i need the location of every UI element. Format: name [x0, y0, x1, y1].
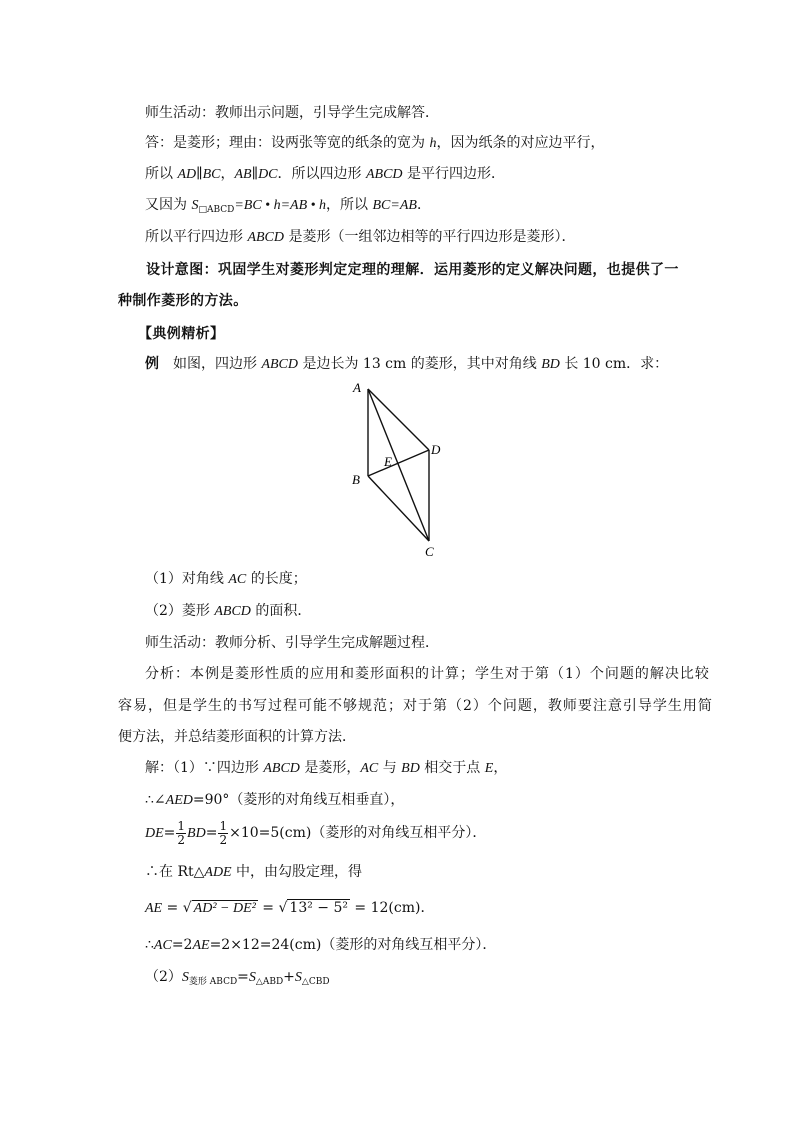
question-1: [145, 569, 307, 590]
vertex-label-c: C: [425, 544, 434, 559]
text: ，: [493, 760, 508, 776]
text: 的长度；: [246, 571, 307, 587]
var: BD: [187, 826, 206, 841]
var: AE: [192, 938, 210, 953]
radicand: 13² − 5²: [289, 900, 348, 916]
var: DC: [258, 167, 278, 182]
subscript: △CBD: [301, 977, 330, 987]
text: 是菱形，: [299, 760, 361, 776]
text: ∴在 Rt△: [145, 864, 205, 880]
text: =: [163, 825, 176, 841]
var: AC: [360, 761, 379, 776]
var: AE: [145, 901, 163, 916]
var: ABCD: [261, 357, 299, 372]
text: = √: [162, 900, 192, 916]
text: 师生活动：教师分析、引导学生完成解题过程．: [145, 635, 439, 651]
text: 容易，但是学生的书写过程可能不够规范；对于第（2）个问题，教师要注意引导学生用简: [118, 698, 713, 714]
text: =: [237, 969, 249, 985]
fraction-one-half: [218, 820, 228, 847]
var: h: [429, 136, 437, 151]
var: DE: [145, 826, 164, 841]
side-bc: [368, 476, 429, 541]
var: E: [484, 761, 494, 776]
vertex-label-a: A: [353, 380, 361, 395]
solution-line1: [145, 758, 507, 779]
solution-line6: [145, 935, 496, 956]
denominator: 2: [219, 832, 228, 847]
text: 设计意图：巩固学生对菱形判定定理的理解．运用菱形的定义解决问题，也提供了一: [146, 262, 679, 278]
paragraph-area: [145, 195, 431, 220]
text: 所以平行四边形: [145, 229, 248, 245]
subscript: 菱形 ABCD: [188, 977, 238, 987]
var: S: [181, 970, 189, 985]
text: （2）菱形: [145, 603, 215, 619]
var: ADE: [204, 865, 232, 880]
text: ．所以四边形: [277, 166, 366, 182]
text: 中，由勾股定理，得: [231, 864, 363, 880]
paragraph-activity: [145, 103, 439, 123]
text: 是平行四边形．: [402, 166, 505, 182]
var: ABCD: [365, 167, 403, 182]
text: 种制作菱形的方法。: [118, 293, 248, 309]
paragraph-parallel: 所以 AD∥BC，AB∥DC．所以四边形 ABCD 是平行四边形．: [145, 166, 505, 182]
text: 的面积．: [250, 603, 312, 619]
subscript: △ABD: [255, 977, 284, 987]
formula: BC=AB: [372, 198, 417, 213]
text: （2）: [145, 969, 182, 985]
text: （1）对角线: [145, 571, 229, 587]
text: +: [283, 969, 295, 985]
diagonal-ac: [368, 389, 429, 541]
text: 解：（1）∵四边形: [145, 760, 264, 776]
numerator: 1: [177, 818, 186, 833]
text: 长 10 cm．求：: [559, 356, 669, 372]
var: AC: [153, 938, 172, 953]
rhombus-figure: [345, 378, 445, 560]
text: 与: [378, 760, 402, 776]
text: ，: [220, 166, 235, 182]
point-label-e: E: [384, 454, 392, 469]
numerator: 1: [219, 818, 228, 833]
vertex-label-d: D: [431, 442, 441, 457]
var: BD: [541, 357, 560, 372]
vertex-label-b: B: [352, 472, 360, 487]
diagonal-bd: [368, 450, 429, 476]
solution-line3: [145, 818, 486, 849]
paragraph-conclusion: [145, 227, 575, 248]
text: ．: [416, 197, 431, 213]
var: AC: [228, 572, 247, 587]
var: BD: [401, 761, 420, 776]
text: 师生活动：教师出示问题，引导学生完成解答．: [145, 105, 439, 121]
solution-line5: [145, 898, 434, 919]
text: =90°（菱形的对角线互相垂直），: [192, 792, 405, 808]
fraction-one-half: [176, 820, 186, 847]
var: AED: [165, 793, 193, 808]
text: ，因为纸条的对应边平行，: [436, 135, 605, 151]
text: 是边长为 13 cm 的菱形，其中对角线: [298, 356, 542, 372]
solution-line4: [145, 862, 362, 883]
text: = √: [257, 900, 288, 916]
text: ×10=5(cm)（菱形的对角线互相平分）．: [229, 825, 487, 841]
text: 又因为: [145, 197, 192, 213]
var: AB: [234, 167, 252, 182]
text: =: [205, 825, 218, 841]
radicand: AD² − DE²: [193, 901, 256, 916]
analysis-line3: [118, 727, 356, 747]
section-title: [138, 324, 224, 344]
formula: =BC • h=AB • h: [234, 198, 327, 213]
var: S: [191, 198, 199, 213]
var: AD: [177, 167, 197, 182]
text: 是菱形（一组邻边相等的平行四边形是菱形）．: [284, 229, 576, 245]
question-2: [145, 601, 311, 622]
analysis-line2: [118, 696, 713, 716]
var: ABCD: [247, 230, 285, 245]
denominator: 2: [177, 832, 186, 847]
text: ∴: [145, 937, 154, 953]
text: =2: [171, 937, 193, 953]
var: ABCD: [263, 761, 300, 776]
text: ，所以: [326, 197, 373, 213]
side-da: [368, 389, 429, 450]
var: S: [248, 970, 256, 985]
text: 答：是菱形；理由：设两张等宽的纸条的宽为: [145, 135, 430, 151]
var: S: [294, 970, 302, 985]
solution-line2: [145, 790, 404, 811]
text: 分析：本例是菱形性质的应用和菱形面积的计算；学生对于第（1）个问题的解决比较: [145, 666, 710, 682]
design-intent-line2: [118, 291, 248, 311]
text: 所以: [145, 166, 178, 182]
text: 便方法，并总结菱形面积的计算方法．: [118, 729, 356, 745]
example-label: 例: [145, 356, 159, 372]
subscript: □ABCD: [198, 205, 235, 215]
text: ∴∠: [145, 792, 166, 808]
paragraph-activity-2: [145, 633, 439, 653]
text: 【典例精析】: [138, 326, 225, 342]
analysis-line1: [145, 664, 710, 684]
text: 相交于点: [419, 760, 485, 776]
var: BC: [202, 167, 221, 182]
text: 如图，四边形: [173, 356, 262, 372]
solution-line7: [145, 967, 330, 992]
example-statement: [145, 354, 668, 375]
text: = 12(cm)．: [349, 900, 435, 916]
var: ABCD: [214, 604, 251, 619]
text: =2×12=24(cm)（菱形的对角线互相平分）．: [209, 937, 497, 953]
design-intent-line1: [146, 260, 679, 280]
paragraph-answer: [145, 133, 604, 154]
